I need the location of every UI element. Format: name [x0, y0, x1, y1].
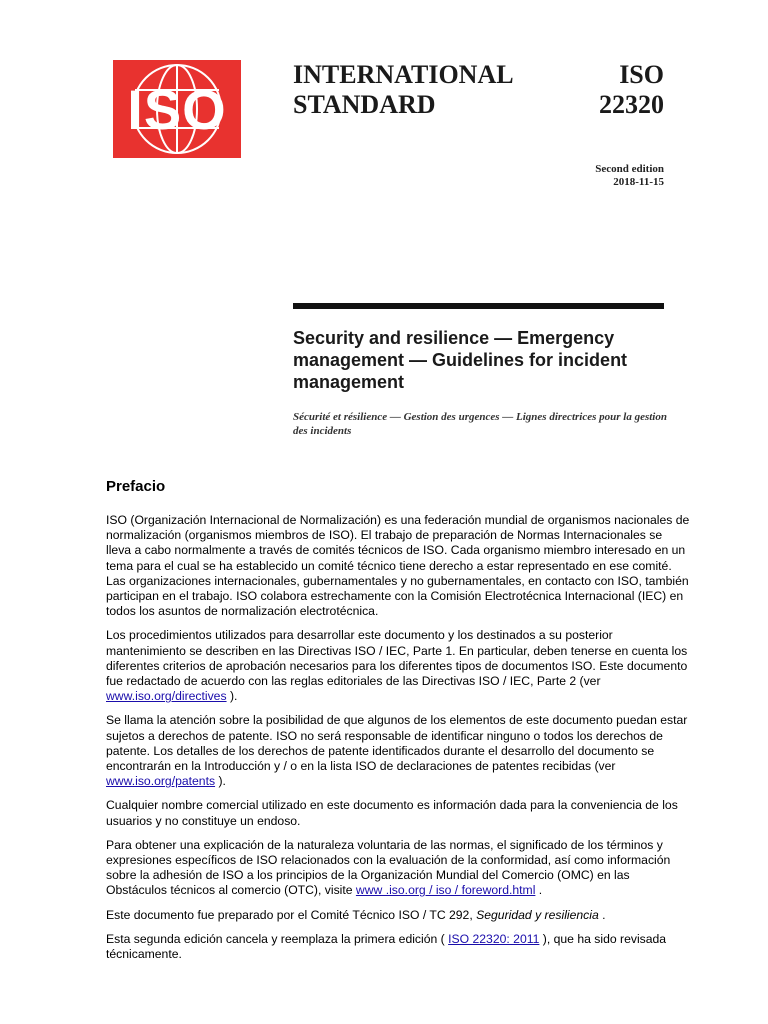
- preface-paragraph-1: ISO (Organización Internacional de Normalización) es una federación mundial de organismos nacionales de normalización (organismos miembros de ISO). El trabajo de preparación de Normas Internacionales se lleva a cabo normalmente a través de comités técnicos de ISO. Cada organismo miembro interesado en un tema para el cual se ha establecido un comité técnico tiene derecho a estar representado en ese comité. Las organizaciones internacionales, gubernamentales y no gubernamentales, en contacto con ISO, también participan en el trabajo. ISO colabora estrechamente con la Comisión Electrotécnica Internacional (IEC) en todos los asuntos de normalización electrotécnica.: [106, 513, 690, 619]
- paragraph-end: ).: [218, 774, 226, 789]
- preface-body: [106, 513, 690, 971]
- foreword-link[interactable]: www .iso.org / iso / foreword.html: [355, 883, 536, 898]
- paragraph-end: ).: [229, 689, 238, 704]
- document-title: Security and resilience — Emergency management — Guidelines for incident management: [293, 328, 628, 392]
- edition-info: [595, 163, 664, 189]
- paragraph-end: .: [602, 907, 606, 922]
- edition-date: 2018-11-15: [613, 176, 664, 188]
- preface-paragraph-7: [106, 932, 690, 962]
- edition-label: Second edition: [595, 163, 664, 175]
- paragraph-text: Los procedimientos utilizados para desarrollar este documento y los destinados a su posterior mantenimiento se describen en las Directivas ISO / IEC, Parte 1. En particular, deben tenerse en cuenta los diferentes criterios de aprobación necesarios para los diferentes tipos de documentos ISO. Este documento fue redactado de acuerdo con las reglas editoriales de las Directivas ISO / IEC, Parte 2 (ver: [106, 628, 688, 689]
- paragraph-text: Para obtener una explicación de la naturaleza voluntaria de las normas, el significado de los términos y expresiones específicos de ISO relacionados con la evaluación de la conformidad, así como información sobre la adhesión de ISO a los principios de la Organización Mundial del Comercio (OMC) en las Obstáculos técnicos al comercio (OTC), visite: [106, 837, 671, 898]
- committee-name: Seguridad y resiliencia: [476, 907, 599, 922]
- standard-code-number: 22320: [599, 90, 664, 119]
- standard-type-line2: STANDARD: [293, 90, 436, 119]
- paragraph-end: ), que ha sido revisada técnicamente.: [106, 931, 667, 962]
- standard-code: ISO: [619, 60, 664, 89]
- preface-paragraph-2: [106, 628, 690, 704]
- preface-paragraph-6: [106, 908, 690, 923]
- preface-paragraph-4: Cualquier nombre comercial utilizado en este documento es información dada para la conveniencia de los usuarios y no constituye un endoso.: [106, 798, 678, 828]
- previous-edition-link[interactable]: ISO 22320: 2011: [448, 931, 540, 946]
- iso-logo: [113, 60, 241, 158]
- paragraph-end: .: [538, 883, 543, 898]
- patents-link[interactable]: www.iso.org/patents: [106, 774, 216, 789]
- directives-link[interactable]: www.iso.org/directives: [106, 689, 227, 704]
- paragraph-text: Esta segunda edición cancela y reemplaza la primera edición (: [106, 931, 445, 946]
- preface-heading: Prefacio: [106, 478, 166, 495]
- logo-text: ISO: [127, 78, 227, 141]
- standard-type-line1: INTERNATIONAL: [293, 60, 514, 89]
- title-divider: [293, 303, 664, 309]
- preface-paragraph-5: [106, 838, 690, 899]
- standard-type: [293, 60, 514, 120]
- preface-paragraph-3: [106, 713, 690, 789]
- paragraph-text: Se llama la atención sobre la posibilidad de que algunos de los elementos de este documento puedan estar sujetos a derechos de patente. ISO no será responsable de identificar ninguno o todos los derechos de patente. Los detalles de los derechos de patente identificados durante el desarrollo del documento se encontrarán en la Introducción y / o en la lista ISO de declaraciones de patentes recibidas (ver: [106, 713, 688, 774]
- standard-number: [599, 60, 664, 120]
- paragraph-text: Este documento fue preparado por el Comité Técnico ISO / TC 292,: [106, 907, 473, 922]
- document-subtitle-french: Sécurité et résilience — Gestion des urgences — Lignes directrices pour la gestion des incidents: [293, 411, 667, 437]
